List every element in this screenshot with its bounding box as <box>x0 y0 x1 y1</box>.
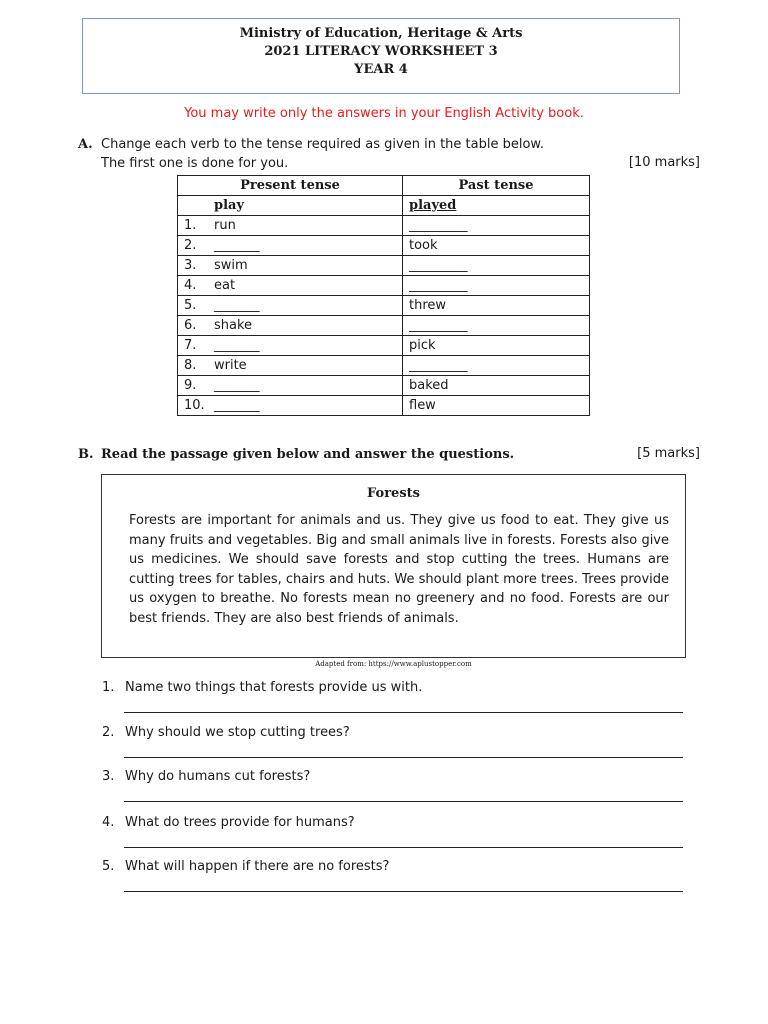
section-a-letter: A. <box>78 137 93 152</box>
present-cell <box>178 316 403 336</box>
past-cell <box>403 316 590 336</box>
past-verb: flew <box>409 398 436 413</box>
worksheet-header <box>82 18 680 94</box>
past-verb: _________ <box>409 278 468 293</box>
verb-tense-table <box>177 175 590 416</box>
section-a-instructions <box>101 135 544 173</box>
question-text: What do trees provide for humans? <box>125 815 355 830</box>
present-verb: _______ <box>214 298 260 313</box>
present-cell <box>178 276 403 296</box>
row-number: 7. <box>184 338 197 353</box>
section-a-marks: [10 marks] <box>628 155 700 170</box>
section-b-heading: Read the passage given below and answer the questions. <box>101 447 515 462</box>
ministry-title: Ministry of Education, Heritage & Arts <box>239 26 523 41</box>
present-verb: shake <box>214 318 253 333</box>
past-verb: baked <box>409 378 449 393</box>
question-item <box>102 815 355 830</box>
question-number: 2. <box>102 725 115 740</box>
past-verb: _________ <box>409 358 468 373</box>
question-item <box>102 680 422 695</box>
answer-line <box>124 757 683 758</box>
present-cell <box>178 216 403 236</box>
present-cell <box>178 336 403 356</box>
table-row <box>178 336 590 356</box>
past-verb: _________ <box>409 218 468 233</box>
question-number: 4. <box>102 815 115 830</box>
row-number: 1. <box>184 218 197 233</box>
question-item <box>102 769 310 784</box>
question-text: Why do humans cut forests? <box>125 769 311 784</box>
passage-source: Adapted from: https://www.aplustopper.com <box>315 660 472 668</box>
answer-line <box>124 847 683 848</box>
row-number: 2. <box>184 238 197 253</box>
question-number: 3. <box>102 769 115 784</box>
table-row <box>178 396 590 416</box>
passage-title: Forests <box>367 486 420 501</box>
past-cell <box>403 336 590 356</box>
row-number: 3. <box>184 258 197 273</box>
row-number: 5. <box>184 298 197 313</box>
example-present: play <box>214 198 245 213</box>
table-row <box>178 376 590 396</box>
example-past: played <box>409 198 457 213</box>
past-tense-header: Past tense <box>403 176 590 196</box>
past-cell <box>403 236 590 256</box>
worksheet-title: 2021 LITERACY WORKSHEET 3 <box>264 44 498 59</box>
passage-text: Forests are important for animals and us. They give us food to eat. They give us many fruits and vegetables. Big and small animals live in forests. Forests also give us medicines. We should save forests and stop cutting the trees. Humans are cutting trees for tables, chairs and huts. We should plant more trees. Trees provide us oxygen to breathe. No forests mean no greenery and no food. Forests are our best friends. They are also best friends of animals. <box>129 513 669 626</box>
year-label: YEAR 4 <box>354 62 408 77</box>
question-item <box>102 725 350 740</box>
past-cell <box>403 356 590 376</box>
present-verb: _______ <box>214 338 260 353</box>
answer-line <box>124 801 683 802</box>
answer-line <box>124 712 683 713</box>
section-b-marks: [5 marks] <box>637 446 700 461</box>
question-text: Name two things that forests provide us with. <box>125 680 423 695</box>
section-a-line1: Change each verb to the tense required as given in the table below. <box>101 137 544 152</box>
table-row <box>178 216 590 236</box>
question-text: Why should we stop cutting trees? <box>125 725 350 740</box>
past-verb: took <box>409 238 438 253</box>
table-row <box>178 296 590 316</box>
present-cell <box>178 396 403 416</box>
row-number: 10. <box>184 398 205 413</box>
question-item <box>102 859 389 874</box>
present-cell <box>178 296 403 316</box>
past-verb: pick <box>409 338 436 353</box>
answer-instruction: You may write only the answers in your English Activity book. <box>184 106 584 121</box>
past-cell <box>403 276 590 296</box>
present-cell <box>178 256 403 276</box>
past-cell <box>403 296 590 316</box>
section-b-letter: B. <box>78 447 94 462</box>
present-verb: _______ <box>214 238 260 253</box>
present-verb: run <box>214 218 236 233</box>
past-cell <box>403 256 590 276</box>
example-present-cell <box>178 196 403 216</box>
row-number: 9. <box>184 378 197 393</box>
table-row <box>178 236 590 256</box>
example-row <box>178 196 590 216</box>
present-cell <box>178 236 403 256</box>
past-verb: _________ <box>409 318 468 333</box>
example-past-cell <box>403 196 590 216</box>
present-verb: eat <box>214 278 236 293</box>
past-verb: threw <box>409 298 447 313</box>
question-number: 5. <box>102 859 115 874</box>
passage-box <box>101 474 686 658</box>
row-number: 4. <box>184 278 197 293</box>
present-verb: swim <box>214 258 248 273</box>
answer-line <box>124 891 683 892</box>
past-cell <box>403 216 590 236</box>
present-verb: _______ <box>214 398 260 413</box>
row-number: 8. <box>184 358 197 373</box>
table-header-row <box>178 176 590 196</box>
present-cell <box>178 356 403 376</box>
table-row <box>178 356 590 376</box>
row-number: 6. <box>184 318 197 333</box>
question-number: 1. <box>102 680 115 695</box>
table-row <box>178 316 590 336</box>
question-text: What will happen if there are no forests? <box>125 859 390 874</box>
present-cell <box>178 376 403 396</box>
present-verb: _______ <box>214 378 260 393</box>
present-tense-header: Present tense <box>178 176 403 196</box>
past-cell <box>403 376 590 396</box>
section-a-line2: The first one is done for you. <box>101 156 289 171</box>
past-verb: _________ <box>409 258 468 273</box>
table-row <box>178 256 590 276</box>
table-row <box>178 276 590 296</box>
present-verb: write <box>214 358 247 373</box>
past-cell <box>403 396 590 416</box>
